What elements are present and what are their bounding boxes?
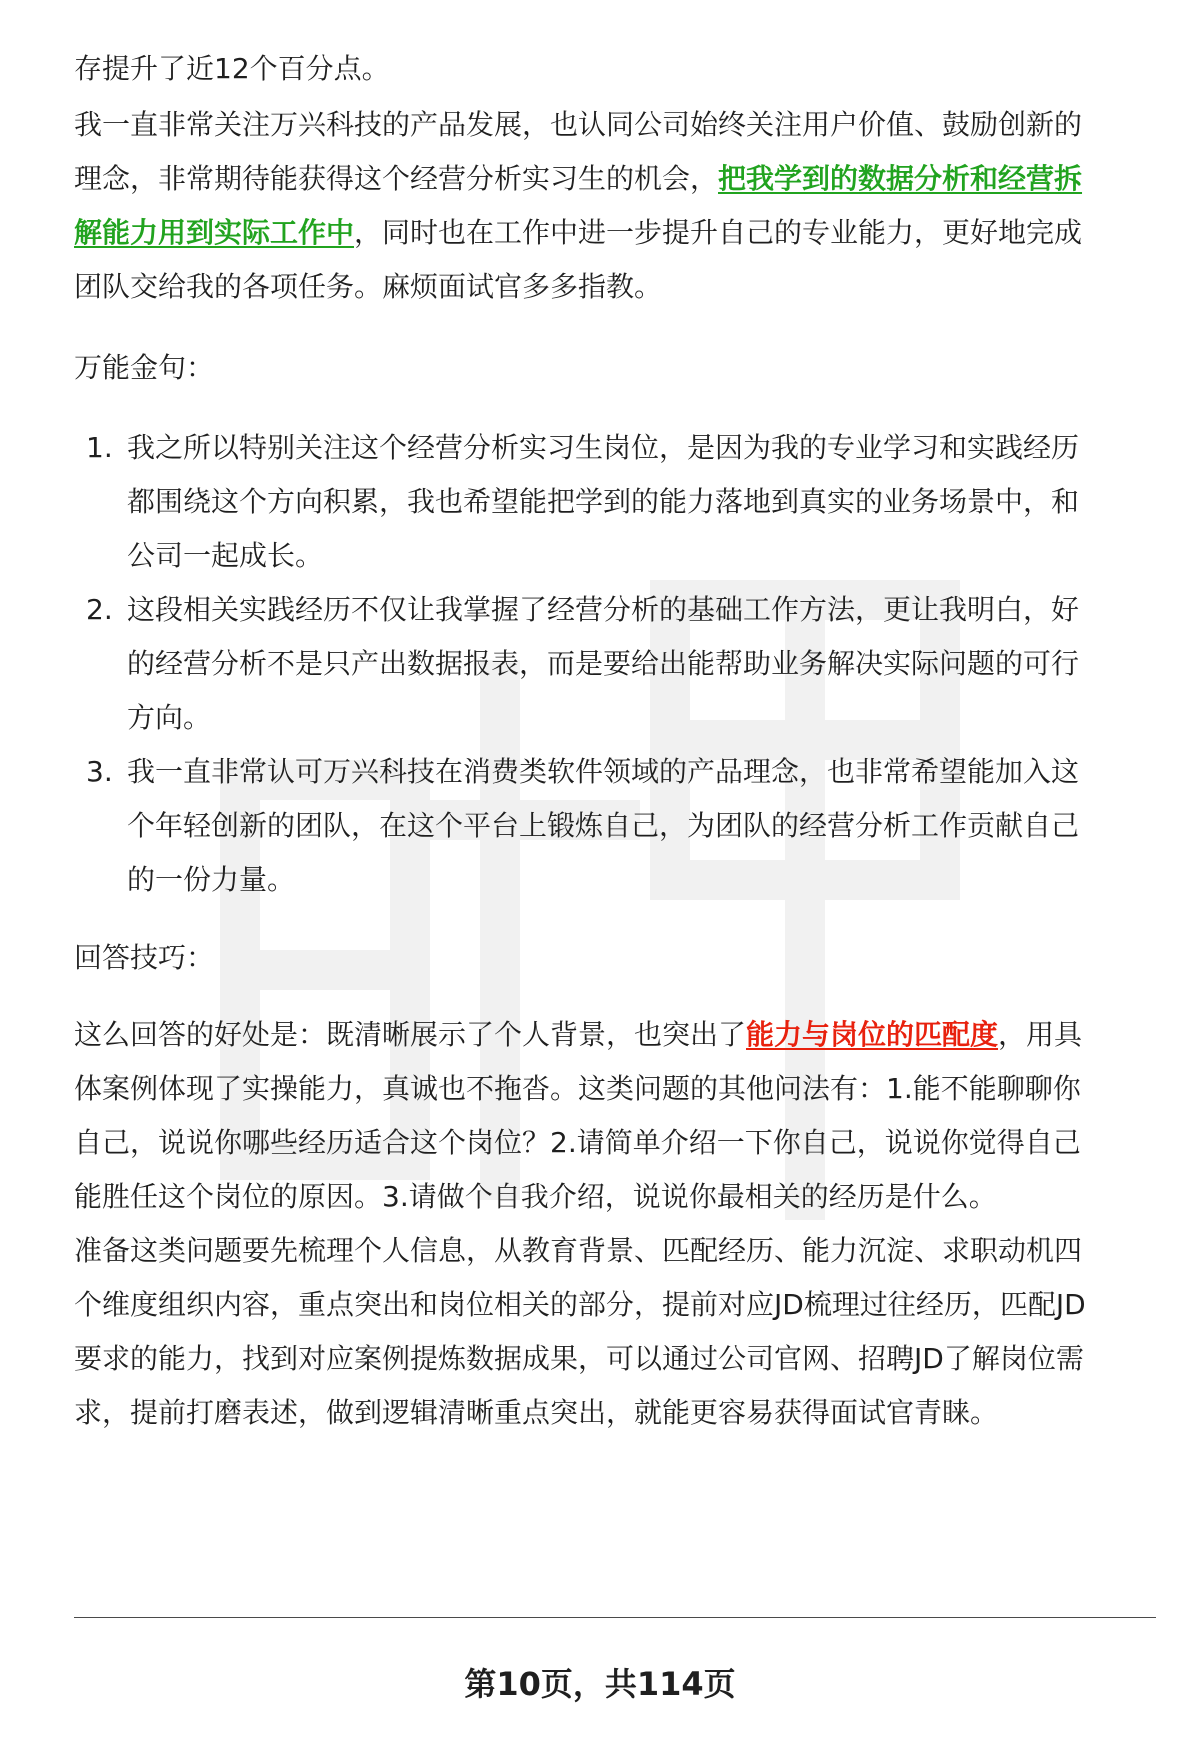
text-line: 能胜任这个岗位的原因。3.请做个自我介绍，说说你最相关的经历是什么。 <box>74 1180 997 1213</box>
highlight-green: 把我学到的数据分析和经营拆 <box>718 162 1083 195</box>
text-line: 我一直非常关注万兴科技的产品发展，也认同公司始终关注用户价值、鼓励创新的 <box>74 108 1083 141</box>
document-page <box>74 0 1144 1755</box>
text-line: 要求的能力，找到对应案例提炼数据成果，可以通过公司官网、招聘JD了解岗位需 <box>74 1342 1084 1375</box>
text-line: 的经营分析不是只产出数据报表，而是要给出能帮助业务解决实际问题的可行 <box>127 647 1080 680</box>
text-line: 个维度组织内容，重点突出和岗位相关的部分，提前对应JD梳理过往经历，匹配JD <box>74 1288 1086 1321</box>
section-heading-answer-tips: 回答技巧： <box>74 941 215 974</box>
section-heading-golden-sentences: 万能金句： <box>74 351 215 384</box>
text-line: 准备这类问题要先梳理个人信息，从教育背景、匹配经历、能力沉淀、求职动机四 <box>74 1234 1083 1267</box>
text-line: 都围绕这个方向积累，我也希望能把学到的能力落地到真实的业务场景中，和 <box>127 485 1080 518</box>
highlight-red: 能力与岗位的匹配度 <box>746 1018 999 1051</box>
text-line <box>74 206 1144 260</box>
text-line: 团队交给我的各项任务。麻烦面试官多多指教。 <box>74 270 663 303</box>
text-line: 方向。 <box>127 701 212 734</box>
text-line: 求，提前打磨表述，做到逻辑清晰重点突出，就能更容易获得面试官青睐。 <box>74 1396 999 1429</box>
text-segment: ，同时也在工作中进一步提升自己的专业能力，更好地完成 <box>354 216 1083 249</box>
text-line: 的一份力量。 <box>127 863 296 896</box>
paragraph-motivation <box>74 98 1144 314</box>
list-number: 3. <box>86 755 113 788</box>
text-line: 自己，说说你哪些经历适合这个岗位？2.请简单介绍一下你自己，说说你觉得自己 <box>74 1126 1081 1159</box>
text-line: 体案例体现了实操能力，真诚也不拖沓。这类问题的其他问法有：1.能不能聊聊你 <box>74 1072 1081 1105</box>
text-segment: 理念，非常期待能获得这个经营分析实习生的机会， <box>74 162 719 195</box>
text-line: 我之所以特别关注这个经营分析实习生岗位，是因为我的专业学习和实践经历 <box>127 431 1080 464</box>
paragraph-answer-benefits <box>74 1008 1144 1224</box>
list-number: 2. <box>86 593 113 626</box>
page-number: 第10页，共114页 <box>464 1665 736 1703</box>
text-line <box>74 1008 1144 1062</box>
text-line: 我一直非常认可万兴科技在消费类软件领域的产品理念，也非常希望能加入这 <box>127 755 1080 788</box>
text-line: 存提升了近12个百分点。 <box>74 52 390 85</box>
text-line: 这段相关实践经历不仅让我掌握了经营分析的基础工作方法，更让我明白，好 <box>127 593 1080 626</box>
list-number: 1. <box>86 431 113 464</box>
text-segment: 这么回答的好处是：既清晰展示了个人背景，也突出了 <box>74 1018 747 1051</box>
paragraph-intro-tail <box>74 42 1144 96</box>
paragraph-preparation <box>74 1224 1144 1440</box>
footer-divider <box>74 1617 1156 1618</box>
text-line: 公司一起成长。 <box>127 539 324 572</box>
text-line: 个年轻创新的团队，在这个平台上锻炼自己，为团队的经营分析工作贡献自己 <box>127 809 1080 842</box>
text-segment: ，用具 <box>998 1018 1083 1051</box>
text-line <box>74 152 1144 206</box>
highlight-green: 解能力用到实际工作中 <box>74 216 355 249</box>
